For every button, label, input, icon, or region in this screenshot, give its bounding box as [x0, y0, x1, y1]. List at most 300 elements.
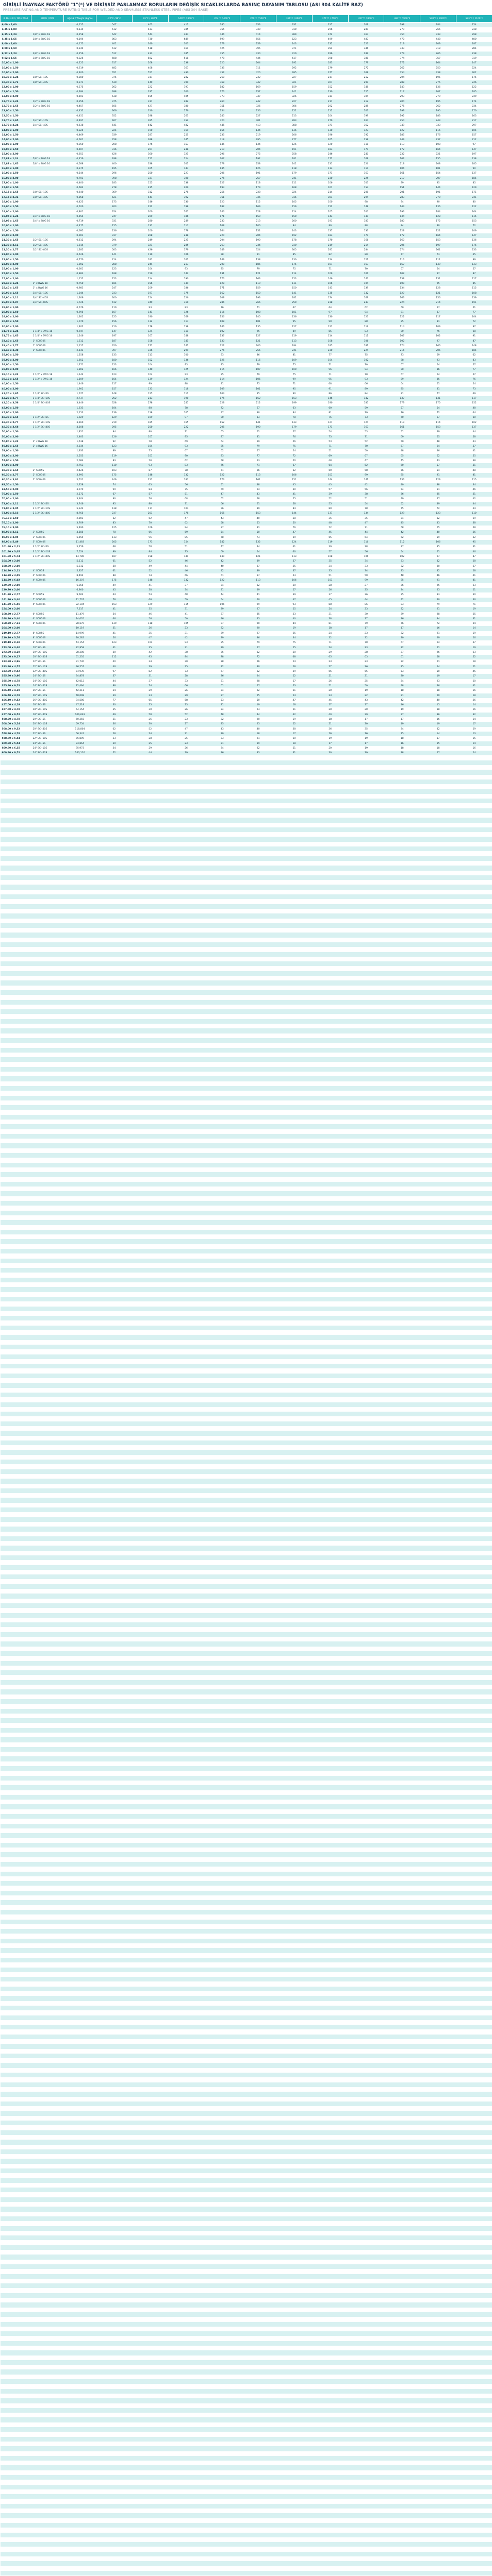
blank-cell [276, 1330, 312, 1335]
blank-cell [204, 871, 240, 875]
blank-cell [168, 1086, 204, 1091]
blank-cell [312, 919, 348, 923]
blank-cell [456, 827, 492, 832]
pressure-cell: 268 [132, 61, 168, 65]
pressure-cell: 246 [456, 80, 492, 85]
blank-cell [456, 1383, 492, 1387]
pressure-cell: 278 [168, 190, 204, 195]
blank-cell [384, 1110, 420, 1114]
blank-cell [456, 1268, 492, 1273]
pipe-size-cell [31, 487, 64, 492]
pipe-size-cell: 1/4" SCH40S [31, 123, 64, 128]
pipe-size-cell: 12" SCH40S [31, 669, 64, 674]
blank-cell [312, 1000, 348, 1005]
blank-cell [240, 1273, 276, 1277]
blank-cell [240, 1100, 276, 1105]
blank-cell [204, 904, 240, 909]
pressure-cell: 164 [420, 147, 456, 152]
pipe-size-cell: 8" SCH10S [31, 636, 64, 640]
blank-cell [64, 813, 96, 818]
pipe-size-cell [31, 358, 64, 363]
blank-cell [168, 1345, 204, 1349]
pressure-cell: 83 [384, 602, 420, 607]
blank-cell [312, 1551, 348, 1555]
pressure-cell: 64 [204, 439, 240, 444]
blank-cell [276, 866, 312, 870]
pressure-cell: 152 [204, 420, 240, 425]
blank-cell [348, 1024, 384, 1028]
blank-cell [96, 1512, 133, 1517]
pressure-cell: 371 [276, 46, 312, 51]
pressure-cell: 71 [312, 363, 348, 367]
blank-cell [31, 789, 64, 794]
pressure-cell: 311 [240, 66, 276, 71]
pipe-size-cell [31, 306, 64, 310]
blank-table-row [1, 1560, 492, 1565]
pressure-cell: 219 [96, 420, 133, 425]
pressure-cell: 307 [312, 80, 348, 85]
blank-cell [1, 1072, 31, 1076]
blank-cell [1, 1268, 31, 1273]
pressure-cell: 123 [96, 444, 133, 449]
pressure-cell: 48 [456, 468, 492, 473]
blank-cell [348, 1320, 384, 1325]
dimension-cell: 101,60 x 2,11 [1, 545, 31, 549]
pressure-cell: 354 [312, 46, 348, 51]
pressure-cell: 123 [420, 511, 456, 516]
pressure-cell: 117 [456, 277, 492, 281]
blank-cell [276, 1067, 312, 1072]
blank-cell [276, 1445, 312, 1450]
weight-cell: 0,507 [64, 147, 96, 152]
pressure-cell: 59 [348, 406, 384, 411]
dimension-cell: 219,10 x 3,76 [1, 636, 31, 640]
blank-cell [384, 1297, 420, 1301]
blank-cell [348, 1507, 384, 1512]
blank-cell [312, 1378, 348, 1383]
pressure-cell: 152 [312, 205, 348, 209]
pressure-cell: 95 [456, 540, 492, 545]
pressure-cell: 36 [384, 492, 420, 497]
pressure-cell: 33 [168, 679, 204, 684]
pressure-cell: 89 [348, 387, 384, 392]
blank-cell [168, 760, 204, 765]
blank-cell [384, 1273, 420, 1277]
table-row [1, 612, 492, 617]
blank-cell [348, 1196, 384, 1201]
blank-cell [64, 1579, 96, 1584]
pressure-cell: 81 [312, 621, 348, 626]
blank-cell [420, 880, 456, 885]
blank-cell [64, 904, 96, 909]
blank-cell [456, 919, 492, 923]
blank-cell [384, 1278, 420, 1282]
pipe-size-cell: 1/2" x BWG 16 [31, 104, 64, 109]
dimension-cell: 457,00 x 9,52 [1, 713, 31, 717]
blank-cell [276, 1301, 312, 1306]
blank-cell [132, 1115, 168, 1120]
blank-cell [132, 1349, 168, 1354]
pressure-cell: 326 [240, 104, 276, 109]
pressure-cell: 25 [240, 693, 276, 698]
blank-cell [348, 1374, 384, 1378]
blank-cell [312, 1599, 348, 1603]
pressure-cell: 212 [348, 99, 384, 104]
blank-cell [168, 1532, 204, 1536]
blank-cell [312, 1282, 348, 1287]
blank-cell [132, 1110, 168, 1114]
blank-cell [31, 1484, 64, 1488]
pressure-cell: 96 [204, 506, 240, 511]
blank-cell [420, 1464, 456, 1469]
pressure-cell: 247 [168, 401, 204, 405]
pressure-cell: 95 [312, 377, 348, 382]
weight-cell: 22,104 [64, 602, 96, 607]
pressure-cell: 126 [240, 166, 276, 171]
blank-table-row [1, 947, 492, 952]
pressure-cell: 136 [420, 85, 456, 90]
dimension-cell: 25,00 x 1,50 [1, 272, 31, 276]
pressure-cell: 39 [168, 751, 204, 755]
blank-cell [1, 1120, 31, 1124]
pipe-size-cell: 1" x BWG 16 [31, 286, 64, 291]
pressure-cell: 173 [132, 540, 168, 545]
dimension-cell: 6,00 x 1,00 [1, 23, 31, 28]
pressure-cell: 53 [276, 684, 312, 688]
blank-cell [348, 1282, 384, 1287]
pressure-cell: 28 [312, 583, 348, 588]
pressure-cell: 109 [276, 358, 312, 363]
blank-cell [276, 909, 312, 913]
table-row [1, 732, 492, 736]
blank-cell [64, 1431, 96, 1435]
blank-table-row [1, 1105, 492, 1110]
blank-cell [64, 832, 96, 837]
blank-cell [96, 1407, 133, 1412]
blank-cell [96, 1067, 133, 1072]
blank-cell [240, 1488, 276, 1493]
pressure-cell: 375 [96, 75, 133, 80]
blank-cell [240, 1120, 276, 1124]
blank-cell [132, 1014, 168, 1019]
blank-cell [31, 1038, 64, 1043]
blank-cell [1, 1110, 31, 1114]
pressure-cell: 18 [384, 688, 420, 693]
pressure-cell: 77 [456, 367, 492, 372]
blank-cell [240, 1220, 276, 1225]
blank-cell [348, 1416, 384, 1421]
blank-cell [276, 1426, 312, 1431]
blank-cell [420, 1388, 456, 1393]
pressure-cell: 169 [168, 315, 204, 319]
pressure-cell: 77 [312, 353, 348, 358]
pressure-cell: 298 [384, 23, 420, 28]
pressure-cell: 106 [240, 377, 276, 382]
pressure-cell: 276 [168, 109, 204, 113]
blank-cell [348, 990, 384, 995]
blank-cell [132, 894, 168, 899]
blank-cell [456, 1349, 492, 1354]
pressure-cell: 35 [348, 516, 384, 521]
pipe-size-cell: 14" SCH40S [31, 684, 64, 688]
blank-cell [276, 871, 312, 875]
blank-cell [240, 1067, 276, 1072]
pressure-cell: 50 [276, 459, 312, 463]
blank-cell [456, 1239, 492, 1244]
table-row [1, 626, 492, 631]
blank-cell [420, 1024, 456, 1028]
blank-cell [1, 1234, 31, 1239]
pressure-cell: 28 [456, 569, 492, 573]
pressure-cell: 24 [276, 693, 312, 698]
blank-cell [96, 1033, 133, 1038]
blank-cell [64, 1426, 96, 1431]
pressure-cell: 48 [384, 684, 420, 688]
blank-cell [276, 1455, 312, 1460]
blank-cell [456, 784, 492, 789]
blank-cell [1, 832, 31, 837]
blank-cell [420, 1603, 456, 1608]
blank-cell [64, 1028, 96, 1033]
blank-cell [204, 1460, 240, 1464]
pipe-size-cell: 3/8" x BWG 18 [31, 52, 64, 56]
pressure-cell: 209 [132, 286, 168, 291]
pressure-cell: 87 [456, 272, 492, 276]
pressure-cell: 54 [420, 406, 456, 411]
blank-cell [64, 1268, 96, 1273]
blank-cell [276, 856, 312, 861]
blank-cell [204, 1455, 240, 1460]
pressure-cell: 362 [348, 123, 384, 128]
blank-cell [31, 1307, 64, 1311]
blank-cell [1, 1393, 31, 1397]
dimension-cell: 35,00 x 2,00 [1, 358, 31, 363]
pressure-cell: 377 [312, 71, 348, 75]
blank-cell [132, 1431, 168, 1435]
blank-cell [168, 923, 204, 928]
blank-cell [132, 1100, 168, 1105]
pressure-cell: 44 [456, 502, 492, 506]
blank-cell [204, 1239, 240, 1244]
pipe-size-cell: 3" SCH5S [31, 530, 64, 535]
blank-cell [348, 894, 384, 899]
blank-cell [420, 770, 456, 774]
pressure-cell: 236 [240, 109, 276, 113]
blank-cell [1, 755, 31, 760]
blank-cell [64, 990, 96, 995]
blank-cell [384, 933, 420, 937]
pipe-size-cell [31, 564, 64, 569]
pressure-cell: 76 [204, 463, 240, 468]
blank-cell [204, 760, 240, 765]
pressure-cell: 54 [384, 550, 420, 554]
blank-table-row [1, 1388, 492, 1393]
pressure-cell: 36 [240, 636, 276, 640]
blank-cell [384, 1551, 420, 1555]
pipe-size-cell: 1/8" SCH10S [31, 75, 64, 80]
blank-cell [64, 1067, 96, 1072]
blank-cell [456, 980, 492, 985]
blank-cell [384, 1320, 420, 1325]
pressure-cell: 20 [348, 707, 384, 712]
pipe-size-cell [31, 205, 64, 209]
blank-cell [276, 1493, 312, 1498]
pressure-cell: 101 [240, 387, 276, 392]
blank-cell [31, 1024, 64, 1028]
pressure-cell: 18 [420, 688, 456, 693]
pressure-cell: 153 [96, 602, 133, 607]
pressure-cell: 28 [420, 612, 456, 617]
dimension-cell: 10,00 x 1,50 [1, 66, 31, 71]
pressure-cell: 185 [312, 344, 348, 348]
blank-cell [96, 1297, 133, 1301]
pressure-cell: 651 [96, 71, 133, 75]
pressure-cell: 39 [240, 569, 276, 573]
table-row [1, 377, 492, 382]
pressure-cell: 88 [132, 406, 168, 411]
weight-cell: 2,572 [64, 492, 96, 497]
blank-cell [276, 1120, 312, 1124]
weight-cell: 1,371 [64, 363, 96, 367]
pressure-cell: 335 [204, 66, 240, 71]
blank-cell [384, 1555, 420, 1560]
pressure-cell: 392 [168, 195, 204, 200]
pressure-cell: 29 [456, 727, 492, 732]
blank-cell [276, 1057, 312, 1062]
blank-cell [64, 1517, 96, 1522]
blank-cell [168, 789, 204, 794]
pressure-cell: 108 [456, 291, 492, 296]
blank-cell [276, 775, 312, 779]
pressure-cell: 427 [132, 104, 168, 109]
pressure-cell: 306 [276, 104, 312, 109]
blank-cell [1, 875, 31, 880]
blank-cell [456, 890, 492, 894]
blank-cell [132, 1177, 168, 1182]
table-row [1, 722, 492, 726]
pressure-cell: 104 [132, 363, 168, 367]
pressure-cell: 67 [420, 415, 456, 420]
blank-cell [384, 1421, 420, 1426]
blank-cell [384, 894, 420, 899]
pipe-size-cell: 5" SCH5S [31, 592, 64, 597]
blank-cell [240, 1460, 276, 1464]
dimension-cell: 168,30 x 2,77 [1, 612, 31, 617]
pressure-cell: 54 [132, 592, 168, 597]
table-row [1, 435, 492, 439]
blank-cell [31, 1282, 64, 1287]
blank-cell [1, 789, 31, 794]
blank-cell [204, 1211, 240, 1215]
pipe-size-cell [31, 454, 64, 459]
pressure-cell: 14 [420, 732, 456, 736]
blank-cell [132, 1033, 168, 1038]
table-row [1, 511, 492, 516]
blank-cell [132, 952, 168, 957]
weight-cell: 5,490 [64, 526, 96, 530]
blank-cell [132, 923, 168, 928]
dimension-cell: 323,90 x 3,96 [1, 659, 31, 664]
pressure-cell: 299 [348, 80, 384, 85]
blank-cell [132, 1048, 168, 1053]
blank-cell [384, 1445, 420, 1450]
dimension-cell: 73,00 x 3,05 [1, 506, 31, 511]
pressure-cell: 70 [384, 415, 420, 420]
blank-cell [312, 1177, 348, 1182]
pressure-cell: 99 [348, 578, 384, 583]
pipe-size-cell [31, 185, 64, 190]
pressure-cell: 51 [456, 463, 492, 468]
blank-cell [384, 1105, 420, 1110]
dimension-cell: 114,30 x 3,05 [1, 573, 31, 578]
pressure-cell: 98 [204, 252, 240, 257]
blank-cell [96, 1488, 133, 1493]
pressure-cell: 30 [132, 707, 168, 712]
blank-cell [96, 813, 133, 818]
blank-cell [168, 779, 204, 784]
blank-cell [384, 1546, 420, 1550]
blank-cell [312, 1076, 348, 1081]
dimension-cell: 457,00 x 4,19 [1, 703, 31, 707]
pressure-cell: 379 [168, 248, 204, 252]
blank-cell [420, 1259, 456, 1263]
table-row [1, 99, 492, 104]
weight-cell: 0,194 [64, 37, 96, 42]
blank-cell [456, 1072, 492, 1076]
blank-cell [348, 1431, 384, 1435]
blank-cell [96, 1469, 133, 1474]
pressure-cell: 40 [312, 713, 348, 717]
blank-cell [240, 827, 276, 832]
blank-table-row [1, 942, 492, 947]
weight-cell: 0,451 [64, 114, 96, 118]
blank-cell [132, 875, 168, 880]
pressure-cell: 55 [276, 497, 312, 501]
blank-cell [240, 1230, 276, 1234]
pressure-cell: 190 [240, 238, 276, 243]
weight-cell: 0,319 [64, 66, 96, 71]
blank-cell [31, 1110, 64, 1114]
blank-cell [240, 861, 276, 866]
blank-cell [348, 1536, 384, 1541]
pressure-cell: 85 [204, 267, 240, 272]
blank-cell [276, 938, 312, 942]
pressure-cell: 28 [456, 559, 492, 564]
pressure-cell: 175 [168, 291, 204, 296]
blank-cell [96, 1009, 133, 1014]
pressure-cell: 224 [168, 157, 204, 161]
pressure-cell: 244 [240, 243, 276, 248]
pressure-cell: 106 [420, 540, 456, 545]
blank-table-row [1, 770, 492, 774]
blank-cell [64, 755, 96, 760]
blank-cell [64, 1120, 96, 1124]
blank-cell [168, 1560, 204, 1565]
pressure-cell: 35 [168, 665, 204, 669]
pipe-size-cell: 1/2" SCH10S [31, 238, 64, 243]
blank-cell [64, 1153, 96, 1158]
pressure-cell: 219 [384, 42, 420, 46]
blank-cell [96, 1220, 133, 1225]
blank-cell [240, 1474, 276, 1479]
blank-cell [276, 1450, 312, 1454]
blank-cell [204, 794, 240, 799]
weight-cell: 2,084 [64, 459, 96, 463]
pressure-cell: 69 [276, 535, 312, 540]
blank-cell [204, 1072, 240, 1076]
pressure-cell: 137 [456, 171, 492, 176]
pressure-cell: 101 [312, 473, 348, 478]
